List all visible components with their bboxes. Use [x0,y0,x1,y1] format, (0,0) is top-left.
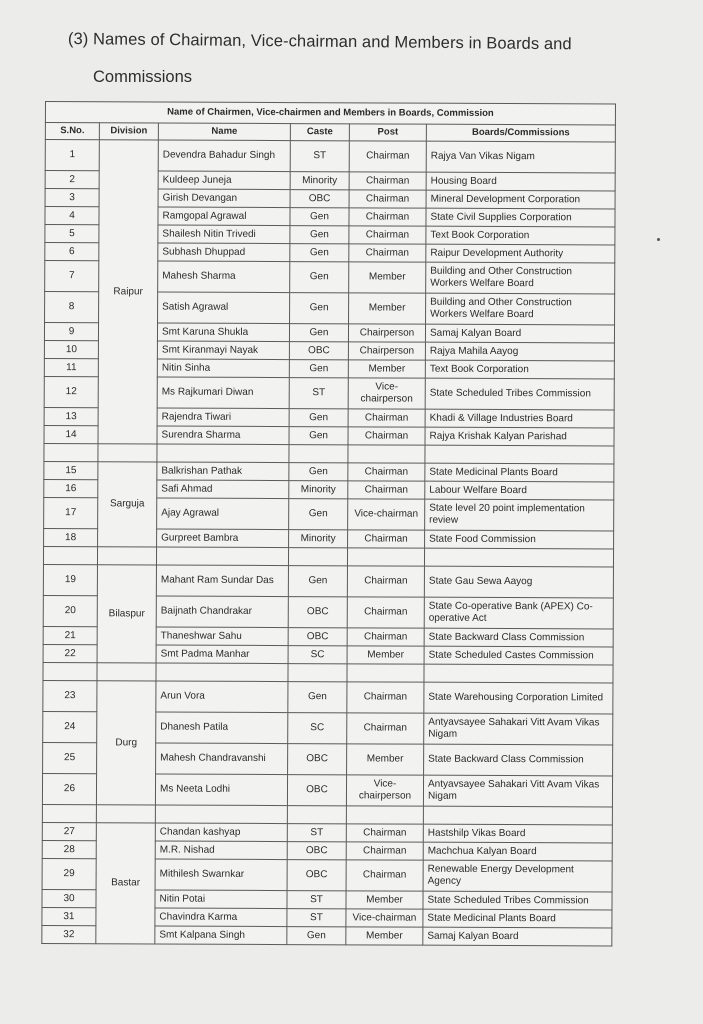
cell-post: Chairman [348,427,425,445]
table-container [41,101,616,946]
cell-name: Shailesh Nitin Trivedi [158,225,290,244]
cell-sno: 27 [42,822,96,840]
cell-caste: Gen [289,463,348,481]
cell-sno: 1 [45,140,99,171]
cell-caste: OBC [288,597,347,628]
cell-caste: Minority [289,481,348,499]
cell-name: Mahesh Chandravanshi [156,743,288,775]
cell-sno: 26 [42,773,96,804]
cell-sno: 19 [43,564,97,595]
cell-board: Text Book Corporation [426,226,615,245]
cell-name: Ajay Agrawal [157,498,289,530]
cell-post: Chairman [346,824,423,842]
cell-name: Mahesh Sharma [158,261,290,293]
column-header-division: Division [99,123,158,140]
cell-caste: Gen [290,244,349,262]
empty-cell [289,445,348,463]
cell-name: Safi Ahmad [157,480,289,499]
cell-name: Mahant Ram Sundar Das [156,565,288,597]
cell-division: Raipur [98,140,158,444]
cell-caste: SC [288,713,347,744]
cell-board: State Backward Class Commission [424,628,613,647]
empty-cell [425,445,614,464]
cell-board: Rajya Krishak Kalyan Parishad [425,427,614,446]
table-row [44,461,614,481]
cell-sno: 24 [43,711,97,742]
cell-board: Khadi & Village Industries Board [425,409,614,428]
cell-name: Subhash Dhuppad [158,243,290,262]
empty-cell [423,806,612,825]
cell-caste: OBC [287,775,346,806]
empty-cell [42,804,96,822]
cell-caste: Gen [290,293,349,324]
cell-sno: 13 [44,407,98,425]
cell-caste: ST [287,909,346,927]
empty-cell [424,664,613,683]
cell-post: Chairman [347,713,424,744]
cell-board: Labour Welfare Board [425,481,614,500]
empty-cell [424,548,613,567]
cell-name: Smt Padma Manhar [156,645,288,664]
empty-cell [347,548,424,566]
cell-board: State Scheduled Castes Commission [424,646,613,665]
cell-sno: 8 [45,292,99,323]
cell-sno: 11 [44,358,98,376]
table-body [42,140,616,946]
cell-post: Member [346,891,423,909]
cell-board: Renewable Energy Development Agency [423,860,612,892]
table-row [42,822,612,842]
cell-board: Antyavsayee Sahakari Vitt Avam Vikas Nigam [423,775,612,807]
cell-board: State Scheduled Tribes Commission [423,891,612,910]
cell-name: Devendra Bahadur Singh [158,140,290,172]
cell-caste: Gen [290,262,349,293]
cell-post: Chairman [349,226,426,244]
cell-division: Sarguja [98,462,157,547]
empty-cell [97,663,156,681]
cell-caste: Gen [288,566,347,597]
cell-post: Chairman [346,860,423,891]
cell-name: Ramgopal Agrawal [158,207,290,226]
empty-cell [348,445,425,463]
cell-post: Vice-chairperson [348,378,425,409]
cell-caste: ST [287,824,346,842]
cell-sno: 18 [44,528,98,546]
cell-sno: 23 [43,680,97,711]
cell-board: Building and Other Construction Workers Welfare Board [426,262,615,294]
cell-sno: 2 [45,171,99,189]
cell-post: Chairman [348,463,425,481]
cell-division: Bastar [96,823,156,944]
cell-board: State Warehousing Corporation Limited [424,682,613,714]
cell-post: Chairman [346,842,423,860]
empty-cell [347,664,424,682]
cell-post: Chairman [349,172,426,190]
cell-sno: 9 [44,323,98,341]
cell-board: State Gau Sewa Aayog [424,566,613,598]
cell-name: Ms Rajkumari Diwan [157,377,289,409]
cell-board: Housing Board [426,172,615,191]
cell-name: Kuldeep Juneja [158,171,290,190]
cell-name: Satish Agrawal [158,292,290,324]
cell-caste: OBC [287,860,346,891]
cell-sno: 12 [44,376,98,407]
cell-name: Mithilesh Swarnkar [155,859,287,891]
cell-caste: OBC [289,342,348,360]
cell-caste: Gen [289,360,348,378]
cell-sno: 14 [44,425,98,443]
cell-name: Baijnath Chandrakar [156,596,288,628]
cell-caste: Gen [288,682,347,713]
cell-board: Hastshilp Vikas Board [423,824,612,843]
cell-board: Text Book Corporation [425,360,614,379]
empty-cell [156,663,288,682]
cell-name: Rajendra Tiwari [157,408,289,427]
cell-caste: Gen [289,409,348,427]
empty-cell [43,662,97,680]
cell-sno: 31 [42,907,96,925]
column-header-caste: Caste [290,124,349,141]
cell-post: Member [348,360,425,378]
cell-post: Chairman [349,244,426,262]
cell-caste: ST [290,141,349,172]
empty-cell [43,546,97,564]
cell-caste: Gen [290,226,349,244]
cell-name: Balkrishan Pathak [157,462,289,481]
cell-name: Surendra Sharma [157,426,289,445]
cell-sno: 3 [45,189,99,207]
empty-cell [97,547,156,565]
cell-board: State Civil Supplies Corporation [426,208,615,227]
empty-cell [157,444,289,463]
empty-cell [155,805,287,824]
column-header-name: Name [158,123,290,141]
cell-sno: 29 [42,858,96,889]
cell-caste: ST [289,378,348,409]
cell-post: Member [349,262,426,293]
cell-board: State Scheduled Tribes Commission [425,378,614,410]
cell-post: Chairperson [348,324,425,342]
cell-name: Smt Kiranmayi Nayak [157,341,289,360]
cell-name: Gurpreet Bambra [157,529,289,548]
cell-caste: ST [287,891,346,909]
cell-post: Chairman [348,409,425,427]
cell-name: Smt Kalpana Singh [155,926,287,945]
cell-sno: 4 [45,207,99,225]
empty-cell [287,806,346,824]
cell-sno: 21 [43,626,97,644]
empty-cell [156,547,288,566]
empty-cell [96,805,155,823]
cell-name: Nitin Sinha [157,359,289,378]
cell-post: Chairman [349,141,426,172]
cell-sno: 10 [44,340,98,358]
cell-caste: OBC [288,628,347,646]
cell-board: Raipur Development Authority [426,244,615,263]
cell-name: Ms Neeta Lodhi [155,774,287,806]
cell-board: State level 20 point implementation review [425,499,614,531]
cell-sno: 5 [45,225,99,243]
cell-board: State Medicinal Plants Board [425,463,614,482]
cell-sno: 6 [45,243,99,261]
cell-post: Chairman [348,481,425,499]
cell-board: Machchua Kalyan Board [423,842,612,861]
cell-sno: 7 [45,261,99,292]
table-row [43,564,613,597]
cell-sno: 30 [42,889,96,907]
cell-caste: Gen [287,927,346,945]
cell-caste: OBC [288,744,347,775]
cell-sno: 20 [43,595,97,626]
cell-post: Member [346,927,423,945]
cell-post: Chairman [349,208,426,226]
cell-board: Building and Other Construction Workers Welfare Board [426,293,615,325]
cell-division: Bilaspur [97,565,156,663]
cell-caste: OBC [290,190,349,208]
cell-board: Samaj Kalyan Board [425,324,614,343]
cell-name: Dhanesh Patila [156,712,288,744]
cell-post: Vice-chairperson [346,775,423,806]
cell-board: Mineral Development Corporation [426,190,615,209]
cell-name: Chavindra Karma [155,908,287,927]
empty-cell [346,806,423,824]
cell-board: State Backward Class Commission [424,744,613,776]
cell-post: Chairman [347,682,424,713]
cell-name: Nitin Potai [155,890,287,909]
cell-sno: 15 [44,461,98,479]
cell-name: Girish Devangan [158,189,290,208]
cell-division: Durg [96,681,156,805]
cell-sno: 25 [43,742,97,773]
cell-post: Member [347,744,424,775]
empty-cell [288,548,347,566]
cell-post: Member [347,646,424,664]
cell-sno: 17 [44,497,98,528]
document-heading-line2: Commissions [93,68,193,86]
cell-sno: 32 [42,925,96,943]
cell-board: Samaj Kalyan Board [423,927,612,946]
cell-post: Member [349,293,426,324]
empty-cell [44,443,98,461]
empty-cell [288,664,347,682]
cell-board: State Food Commission [425,530,614,549]
cell-board: Antyavsayee Sahakari Vitt Avam Vikas Nigam [424,713,613,745]
cell-caste: Gen [289,427,348,445]
empty-cell [98,444,157,462]
cell-name: Arun Vora [156,681,288,713]
cell-name: Smt Karuna Shukla [157,323,289,342]
cell-name: Chandan kashyap [155,823,287,842]
cell-sno: 22 [43,644,97,662]
boards-commissions-table [41,101,616,946]
cell-post: Chairperson [348,342,425,360]
cell-post: Vice-chairman [346,909,423,927]
cell-caste: Gen [290,208,349,226]
cell-post: Chairman [347,566,424,597]
cell-name: M.R. Nishad [155,841,287,860]
cell-post: Chairman [347,597,424,628]
column-header-sno: S.No. [45,123,99,140]
cell-caste: Gen [289,324,348,342]
cell-board: Rajya Mahila Aayog [425,342,614,361]
column-header-post: Post [349,124,426,141]
cell-name: Thaneshwar Sahu [156,627,288,646]
table-row [45,140,615,173]
cell-sno: 28 [42,840,96,858]
document-heading-line1: (3) Names of Chairman, Vice-chairman and Members in Boards and [67,30,572,54]
paper-speck [657,238,660,241]
cell-sno: 16 [44,479,98,497]
cell-post: Chairman [347,628,424,646]
table-row [43,680,613,713]
cell-board: State Medicinal Plants Board [423,909,612,928]
cell-caste: Gen [289,499,348,530]
table-caption: Name of Chairmen, Vice-chairmen and Members in Boards, Commission [45,102,615,125]
cell-post: Chairman [348,530,425,548]
cell-board: Rajya Van Vikas Nigam [426,141,615,173]
cell-post: Vice-chairman [348,499,425,530]
cell-board: State Co-operative Bank (APEX) Co-operative Act [424,597,613,629]
cell-post: Chairman [349,190,426,208]
cell-caste: Minority [289,530,348,548]
cell-caste: SC [288,646,347,664]
cell-caste: OBC [287,842,346,860]
column-header-boards: Boards/Commissions [426,124,615,142]
cell-caste: Minority [290,172,349,190]
